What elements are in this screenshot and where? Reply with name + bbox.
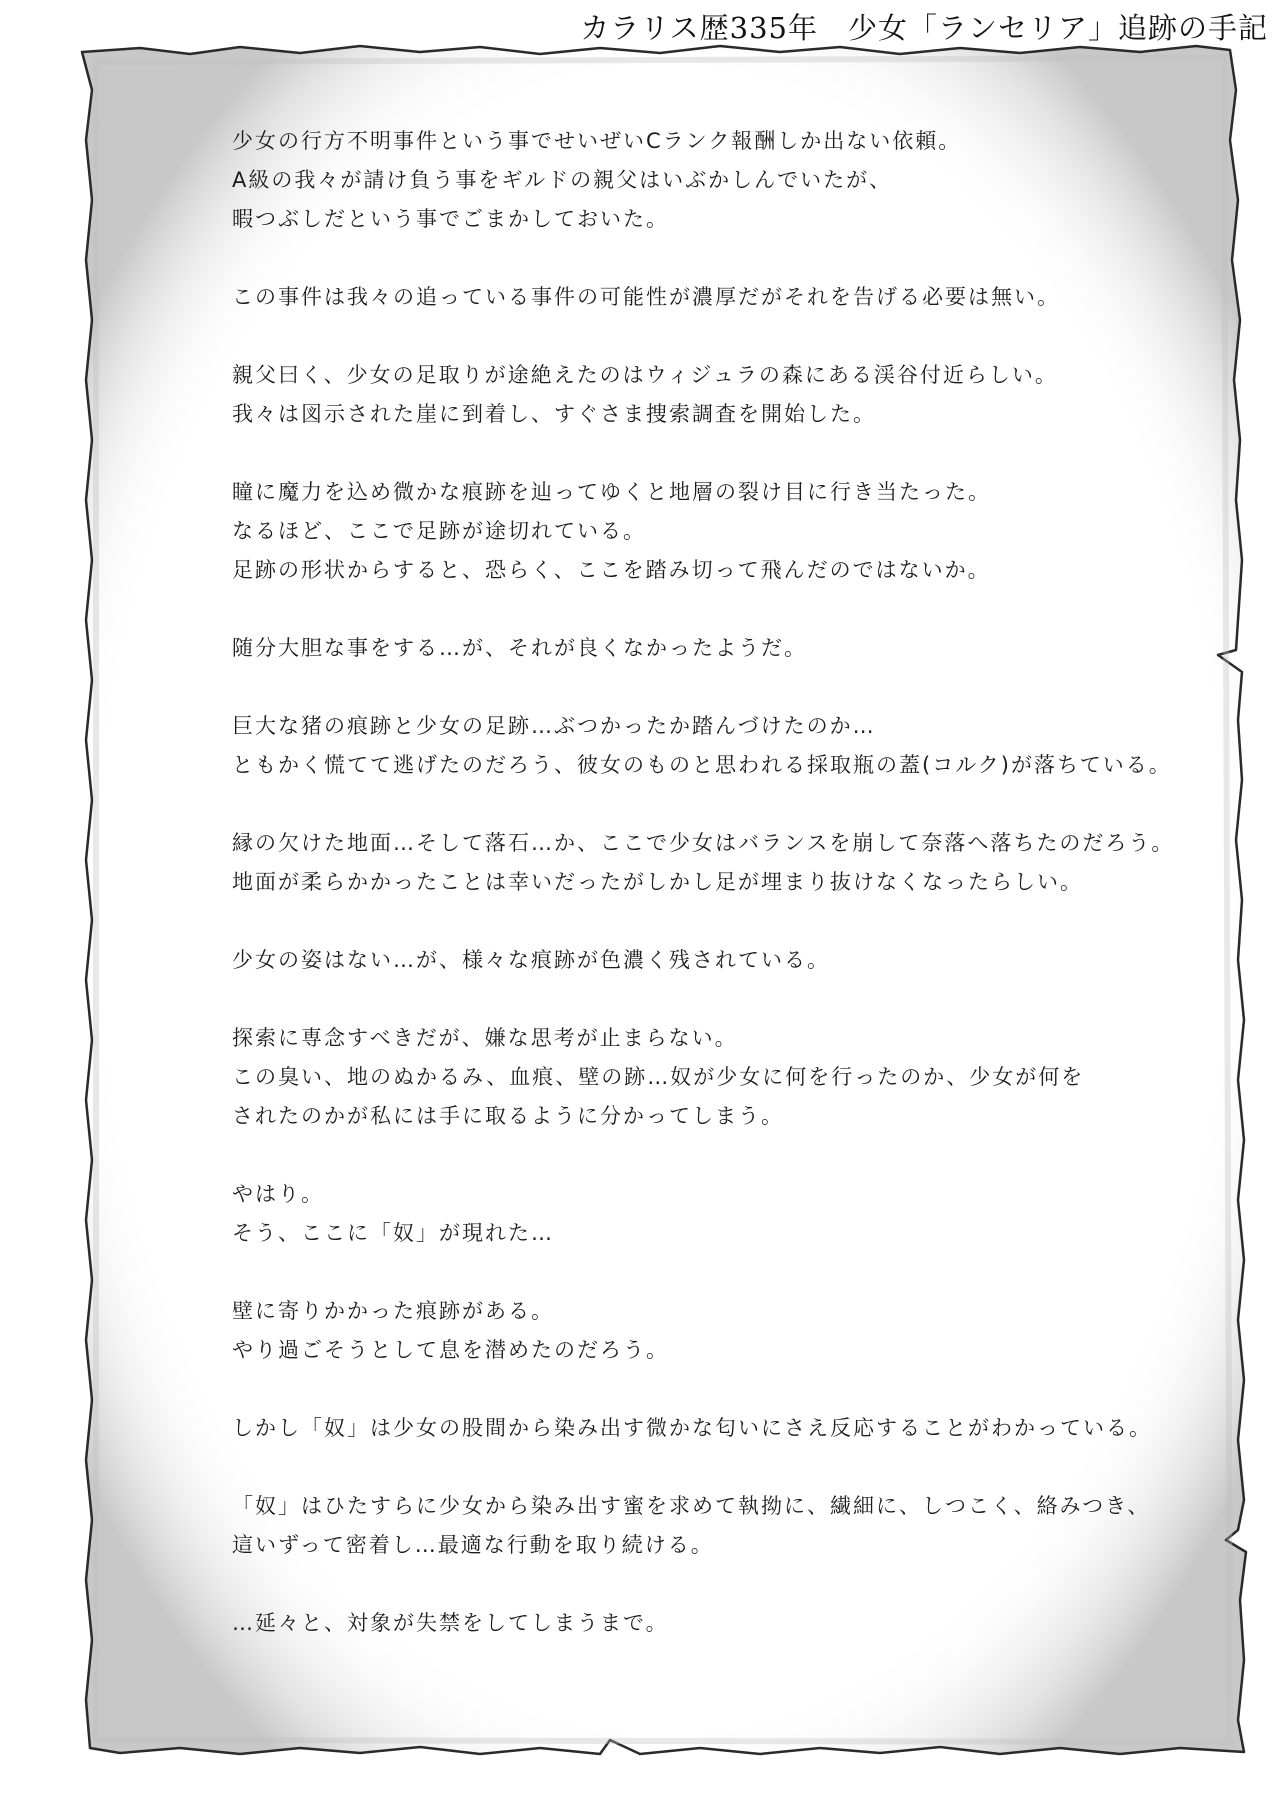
paragraph bbox=[232, 1292, 1132, 1370]
paragraph bbox=[232, 1604, 1132, 1643]
paragraph bbox=[232, 278, 1132, 317]
paragraph bbox=[232, 122, 1132, 239]
text-line: A級の我々が請け負う事をギルドの親父はいぶかしんでいたが、 bbox=[232, 168, 893, 192]
text-line: 少女の行方不明事件という事でせいぜいCランク報酬しか出ない依頼。 bbox=[232, 129, 962, 153]
paragraph bbox=[232, 1175, 1132, 1253]
text-line: この臭い、地のぬかるみ、血痕、壁の跡…奴が少女に何を行ったのか、少女が何を bbox=[232, 1065, 1085, 1089]
paragraph bbox=[232, 356, 1132, 434]
text-line: 少女の姿はない…が、様々な痕跡が色濃く残されている。 bbox=[232, 948, 830, 972]
text-line: されたのかが私には手に取るように分かってしまう。 bbox=[232, 1104, 784, 1128]
text-line: 瞳に魔力を込め微かな痕跡を辿ってゆくと地層の裂け目に行き当たった。 bbox=[232, 480, 991, 504]
text-line: ともかく慌てて逃げたのだろう、彼女のものと思われる採取瓶の蓋(コルク)が落ちている。 bbox=[232, 753, 1172, 777]
text-line: 足跡の形状からすると、恐らく、ここを踏み切って飛んだのではないか。 bbox=[232, 558, 991, 582]
paragraph bbox=[232, 941, 1132, 980]
paragraph bbox=[232, 824, 1175, 902]
text-line: 暇つぶしだという事でごまかしておいた。 bbox=[232, 207, 669, 231]
paragraph bbox=[232, 629, 1132, 668]
text-line: 縁の欠けた地面…そして落石…か、ここで少女はバランスを崩して奈落へ落ちたのだろう。 bbox=[232, 831, 1175, 855]
text-line: 壁に寄りかかった痕跡がある。 bbox=[232, 1299, 554, 1323]
paragraph bbox=[232, 1487, 1151, 1565]
text-line: 「奴」はひたすらに少女から染み出す蜜を求めて執拗に、繊細に、しつこく、絡みつき、 bbox=[232, 1494, 1151, 1518]
paragraph bbox=[232, 1019, 1132, 1136]
text-line: 地面が柔らかかったことは幸いだったがしかし足が埋まり抜けなくなったらしい。 bbox=[232, 870, 1083, 894]
text-line: この事件は我々の追っている事件の可能性が濃厚だがそれを告げる必要は無い。 bbox=[232, 285, 1060, 309]
text-line: 親父曰く、少女の足取りが途絶えたのはウィジュラの森にある渓谷付近らしい。 bbox=[232, 363, 1058, 387]
text-line: やはり。 bbox=[232, 1182, 324, 1206]
text-line: 我々は図示された崖に到着し、すぐさま捜索調査を開始した。 bbox=[232, 402, 876, 426]
text-line: 巨大な猪の痕跡と少女の足跡…ぶつかったか踏んづけたのか… bbox=[232, 714, 876, 738]
paragraph bbox=[232, 473, 1132, 590]
journal-text bbox=[232, 122, 1175, 1682]
text-line: …延々と、対象が失禁をしてしまうまで。 bbox=[232, 1611, 669, 1635]
text-line: 探索に専念すべきだが、嫌な思考が止まらない。 bbox=[232, 1026, 738, 1050]
text-line: なるほど、ここで足跡が途切れている。 bbox=[232, 519, 646, 543]
page-title: カラリス歴335年 少女「ランセリア」追跡の手記 bbox=[580, 11, 1268, 45]
text-line: そう、ここに「奴」が現れた… bbox=[232, 1221, 554, 1245]
paragraph bbox=[232, 707, 1172, 785]
text-line: 随分大胆な事をする…が、それが良くなかったようだ。 bbox=[232, 636, 807, 660]
text-line: しかし「奴」は少女の股間から染み出す微かな匂いにさえ反応することがわかっている。 bbox=[232, 1416, 1152, 1440]
text-line: やり過ごそうとして息を潜めたのだろう。 bbox=[232, 1338, 669, 1362]
paragraph bbox=[232, 1409, 1152, 1448]
text-line: 這いずって密着し…最適な行動を取り続ける。 bbox=[232, 1533, 714, 1557]
